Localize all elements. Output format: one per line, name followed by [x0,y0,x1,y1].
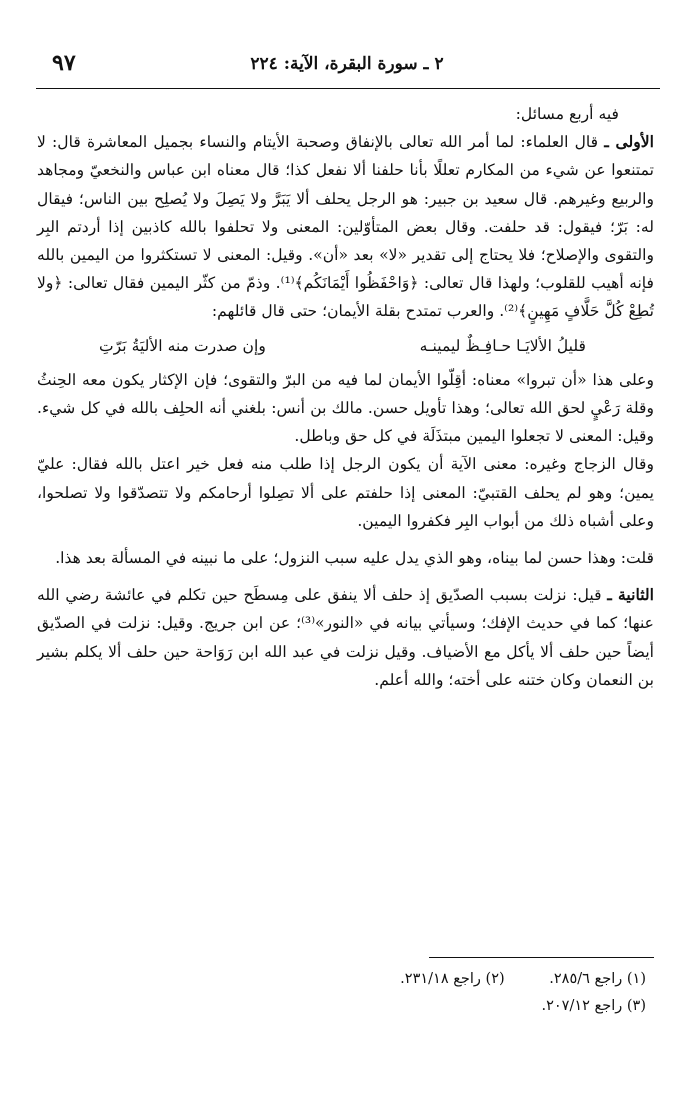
issue-two-heading: الثانية ـ [607,585,654,605]
intro-paragraph: فيه أربع مسائل: [515,105,619,123]
footnote-divider [429,957,654,958]
page-header [40,48,654,88]
page-number: ٩٧ [52,50,76,76]
footnote-line-1 [40,966,646,993]
paragraph-qultu: قلت: وهذا حسن لما بيناه، وهو الذي يدل عليه سبب النزول؛ على ما نبينه في المسألة بعد هذا. [55,549,654,568]
issue-one-text: قال العلماء: لما أمر الله تعالى بالإنفاق وصحبة الأيتام والنساء بجميل المعاشرة قال: لا تمتنعوا عن شيء من المكارم تعللًا بأنا حلفنا ألا نفعل كذا؛ قال معناه ابن عباس والنخعيّ ومجاهد والربيع وغيرهم. قال سعيد بن جبير: هو الرجل يحلف ألا يَبَرَّ ولا يَصِلَ ولا يُصلِح بين الناس؛ فيقال له: بَرّ؛ فيقول: قد حلفت. وقال بعض المتأوّلين: المعنى ولا تحلفوا بالله كاذبين إذا أردتم البِر والتقوى والإصلاح؛ فلا يحتاج إلى تقدير «لا» بعد «أن». وقيل: المعنى لا تستكثروا من اليمين بالله فإنه أهيب للقلوب؛ ولهذا قال تعالى: ﴿وَاحْفَظُوا أَيْمَانَكُم﴾⁽¹⁾. وذمّ من كثّر اليمين فقال تعالى: ﴿ولا تُطِعْ كُلَّ حَلَّافٍ مَهِينٍ﴾⁽²⁾. والعرب تمتدح بقلة الأيمان؛ حتى قال قائلهم: [37,133,654,321]
paragraph-tabarru: وعلى هذا «أن تبروا» معناه: أقِلّوا الأيمان لما فيه من البرّ والتقوى؛ فإن الإكثار يكون معه الحِنثُ وقلة رَعْيٍ لحق الله تعالى؛ وهذا تأويل حسن. مالك بن أنس: بلغني أنه الحلِف بالله في كل شيء. وقيل: المعنى لا تجعلوا اليمين مبتذَلَة في كل حق وباطل. [37,370,654,446]
verse-hemistich-first: قليلُ الألايَـا حـافِـظٌ ليمينـه [419,336,586,355]
footnotes [40,966,646,1020]
issue-two-text: قيل: نزلت بسبب الصدّيق إذ حلف ألا ينفق على مِسطَح حين تكلم في عائشة رضي الله عنها؛ كما في حديث الإفك؛ وسيأتي بيانه في «النور»⁽³⁾؛ عن ابن جريج. وقيل: نزلت في الصدّيق أيضاً حين حلف ألا يأكل مع الأضياف. وقيل نزلت في عبد الله ابن رَوَاحة حين حلف ألا يكلم بشير بن النعمان وكان ختنه على أخته؛ والله أعلم. [37,586,654,689]
header-divider [36,88,660,89]
main-text [37,100,654,694]
footnote-3: (٣) راجع ٢٠٧/١٢. [541,998,646,1014]
poetry-verse [37,326,654,366]
verse-hemistich-second: وإن صدرت منه الأليَةُ بَرّتِ [99,336,266,355]
paragraph-zajjaj: وقال الزجاج وغيره: معنى الآية أن يكون الرجل إذا طلب منه فعل خير اعتل بالله فقال: عليّ يمين؛ وهو لم يحلف القتبيّ: المعنى إذا حلفتم على ألا تصِلوا أرحامكم ولا تتصدّقوا ولا تصلحوا، وعلى أشباه ذلك من أبواب البِر فكفروا اليمين. [37,455,654,530]
issue-one-paragraph [37,128,654,325]
issue-one-heading: الأولى ـ [604,132,654,152]
footnote-line-2 [40,993,646,1020]
issue-two-paragraph [37,581,654,694]
footnote-2: (٢) راجع ٢٣١/١٨. [400,971,505,987]
footnote-1: (١) راجع ٢٨٥/٦. [549,971,646,987]
running-title: ٢ ـ سورة البقرة، الآية: ٢٢٤ [250,54,444,74]
